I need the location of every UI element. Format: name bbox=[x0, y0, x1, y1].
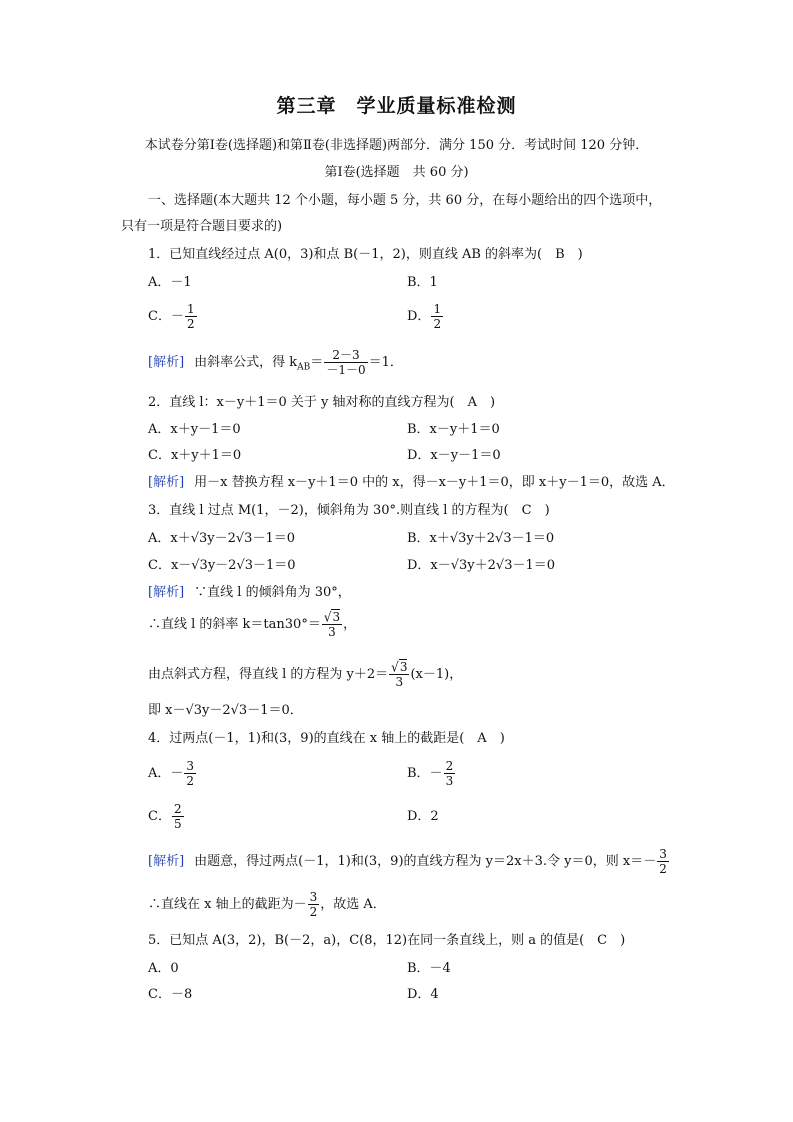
q3-option-c: C．x－√3y－2√3－1＝0 bbox=[148, 558, 296, 573]
sqrt-icon: √ bbox=[391, 659, 399, 675]
fraction-numerator: 3 bbox=[309, 890, 318, 904]
q3-analysis-text-3: 由点斜式方程，得直线 l 的方程为 y＋2＝ bbox=[148, 667, 389, 682]
q2-analysis-text: 用－x 替换方程 x－y＋1＝0 中的 x，得－x－y＋1＝0，即 x＋y－1＝0，故选 A． bbox=[194, 475, 675, 490]
fraction-numerator: 1 bbox=[186, 302, 195, 316]
fraction-denominator: 2 bbox=[186, 317, 195, 331]
q4-option-c-label: C． bbox=[148, 809, 171, 824]
q3-analysis-line-2 bbox=[148, 608, 356, 642]
q4-option-d: D．2 bbox=[407, 809, 439, 824]
q5-option-a: A．0 bbox=[148, 961, 179, 976]
fraction-denominator: 3 bbox=[395, 675, 404, 689]
q3-analysis-text-3b: (x－1)， bbox=[410, 667, 463, 682]
q3-analysis-text-2: ∴直线 l 的斜率 k＝tan30°＝ bbox=[148, 617, 321, 632]
analysis-tag: [解析] bbox=[148, 854, 185, 869]
q4-analysis-text-1: 由题意，得过两点(－1，1)和(3，9)的直线方程为 y＝2x＋3.令 y＝0，则 x＝－ bbox=[194, 854, 657, 869]
part-heading: 第Ⅰ卷(选择题 共 60 分) bbox=[324, 165, 469, 180]
fraction-numerator: 2 bbox=[173, 802, 182, 816]
sqrt-radicand: 3 bbox=[399, 660, 408, 674]
q4-option-b-label: B．－ bbox=[407, 766, 443, 781]
fraction-denominator: 2 bbox=[433, 317, 442, 331]
q1-option-d-fraction bbox=[431, 302, 443, 331]
question-4-stem: 4．过两点(－1，1)和(3，9)的直线在 x 轴上的截距是( A ) bbox=[148, 731, 505, 746]
fraction-denominator: 2 bbox=[309, 905, 318, 919]
q1-result: ＝1． bbox=[368, 355, 403, 370]
q3-option-d: D．x－√3y＋2√3－1＝0 bbox=[407, 558, 556, 573]
fraction-denominator: 5 bbox=[173, 817, 182, 831]
fraction-denominator: 3 bbox=[328, 625, 336, 639]
analysis-tag: [解析] bbox=[148, 585, 185, 600]
fraction-denominator: －1－0 bbox=[326, 363, 366, 377]
q3-analysis-line-3 bbox=[148, 658, 462, 692]
q4-option-a-label: A．－ bbox=[148, 766, 184, 781]
q4-analysis-line-2 bbox=[148, 889, 386, 921]
sqrt-radicand: 3 bbox=[332, 610, 341, 624]
q4-option-b-fraction bbox=[444, 759, 456, 788]
q4-analysis-text-2b: ，故选 A． bbox=[320, 897, 386, 912]
q1-analysis bbox=[148, 348, 403, 383]
q2-analysis bbox=[148, 474, 675, 492]
q3-analysis-line-1 bbox=[148, 584, 351, 602]
q1-option-c-label: C．－ bbox=[148, 309, 184, 324]
fraction-numerator bbox=[389, 660, 409, 675]
question-5-stem: 5．已知点 A(3，2)，B(－2，a)，C(8，12)在同一条直线上，则 a 的值是( C ) bbox=[148, 933, 626, 948]
fraction-denominator: 2 bbox=[186, 774, 195, 788]
q4-analysis-line-1 bbox=[148, 846, 670, 878]
section-instructions: 一、选择题(本大题共 12 个小题，每小题 5 分，共 60 分，在每小题给出的四个选项中， bbox=[148, 193, 662, 208]
q2-option-c: C．x＋y＋1＝0 bbox=[148, 448, 242, 463]
q1-equals: ＝ bbox=[310, 355, 324, 370]
fraction-denominator: 3 bbox=[445, 774, 454, 788]
q5-option-b: B．－4 bbox=[407, 961, 451, 976]
analysis-tag: [解析] bbox=[148, 355, 185, 370]
q4-option-b bbox=[407, 758, 456, 790]
q1-option-d-label: D． bbox=[407, 309, 431, 324]
fraction-numerator: 2 bbox=[445, 759, 454, 773]
q3-analysis-text-1: ∵直线 l 的倾斜角为 30°， bbox=[194, 585, 351, 600]
q3-option-a: A．x＋√3y－2√3－1＝0 bbox=[148, 531, 295, 546]
q2-option-a: A．x＋y－1＝0 bbox=[148, 422, 241, 437]
q1-option-c-fraction bbox=[185, 302, 197, 331]
question-1-stem: 1．已知直线经过点 A(0，3)和点 B(－1，2)，则直线 AB 的斜率为( B ) bbox=[148, 247, 583, 262]
fraction-numerator: 3 bbox=[659, 847, 667, 861]
section-instructions-cont: 只有一项是符合题目要求的) bbox=[121, 219, 283, 234]
q4-option-c-fraction bbox=[172, 802, 184, 831]
q1-option-a: A．－1 bbox=[148, 275, 192, 290]
q3-comma: ， bbox=[343, 617, 357, 632]
question-2-stem: 2．直线 l：x－y＋1＝0 关于 y 轴对称的直线方程为( A ) bbox=[148, 395, 496, 410]
q3-line-fraction bbox=[389, 660, 409, 689]
q1-slope-fraction bbox=[324, 348, 367, 377]
fraction-numerator: 1 bbox=[433, 302, 442, 316]
q1-option-c bbox=[148, 302, 198, 332]
q2-option-d: D．x－y－1＝0 bbox=[407, 448, 501, 463]
sqrt-icon: √ bbox=[323, 609, 332, 625]
q4-analysis-fraction-2 bbox=[308, 890, 320, 919]
fraction-denominator: 2 bbox=[659, 862, 667, 876]
q2-option-b: B．x－y＋1＝0 bbox=[407, 422, 500, 437]
q4-option-a bbox=[148, 758, 197, 790]
q3-option-b: B．x＋√3y＋2√3－1＝0 bbox=[407, 531, 555, 546]
q4-analysis-text-2: ∴直线在 x 轴上的截距为－ bbox=[148, 897, 307, 912]
exam-intro: 本试卷分第Ⅰ卷(选择题)和第Ⅱ卷(非选择题)两部分．满分 150 分．考试时间 120 分钟． bbox=[144, 138, 649, 153]
page-title: 第三章 学业质量标准检测 bbox=[276, 95, 517, 117]
q1-option-b: B．1 bbox=[407, 275, 438, 290]
fraction-numerator: 2－3 bbox=[324, 348, 367, 363]
analysis-tag: [解析] bbox=[148, 475, 185, 490]
q5-option-c: C．－8 bbox=[148, 987, 193, 1002]
q1-analysis-text: 由斜率公式，得 k bbox=[194, 355, 298, 370]
q5-option-d: D．4 bbox=[407, 987, 439, 1002]
question-3-stem: 3．直线 l 过点 M(1，－2)，倾斜角为 30°.则直线 l 的方程为( C ) bbox=[148, 503, 550, 518]
q3-slope-fraction bbox=[322, 610, 342, 639]
q4-option-c bbox=[148, 801, 185, 833]
q1-subscript: AB bbox=[297, 362, 311, 373]
fraction-numerator bbox=[322, 610, 342, 625]
fraction-numerator: 3 bbox=[186, 759, 195, 773]
q1-option-d bbox=[407, 302, 444, 332]
q4-analysis-fraction-1 bbox=[657, 847, 669, 876]
q3-analysis-line-4: 即 x－√3y－2√3－1＝0． bbox=[148, 703, 303, 718]
q4-option-a-fraction bbox=[184, 759, 196, 788]
